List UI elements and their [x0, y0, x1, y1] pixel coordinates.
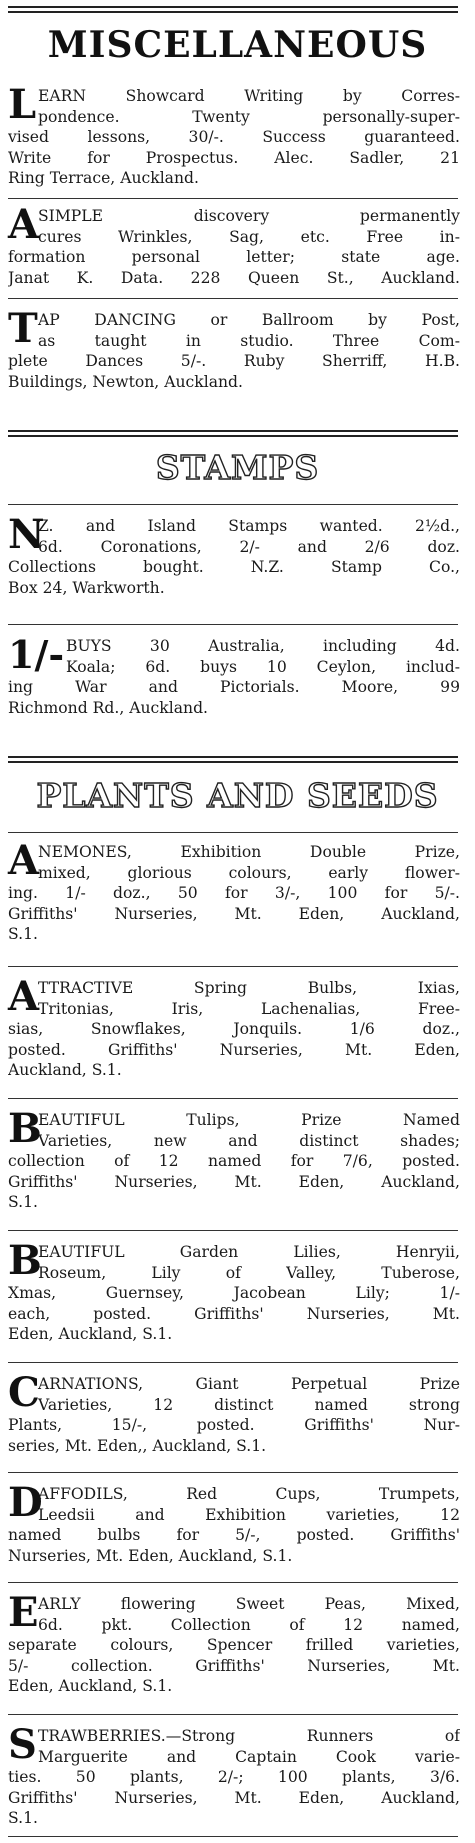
- ad-line: 6d. pkt. Collection of 12 named,: [38, 1615, 460, 1634]
- ad-line: Griffiths' Nurseries, Mt. Eden, Auckland,: [8, 904, 460, 923]
- ad-line: Collections bought. N.Z. Stamp Co.,: [8, 558, 460, 576]
- section-heading-miscellaneous: MISCELLANEOUS: [47, 24, 428, 66]
- drop-cap: N: [8, 511, 45, 558]
- ad-line: Box 24, Warkworth.: [8, 578, 165, 597]
- ad-beautiful-lilies: [8, 1237, 460, 1345]
- ad-line: EAUTIFUL Tulips, Prize Named: [38, 1111, 460, 1129]
- ad-line: TTRACTIVE Spring Bulbs, Ixias,: [38, 979, 460, 997]
- divider: [8, 298, 458, 299]
- section-heading-plants-and-seeds: PLANTS AND SEEDS: [36, 776, 439, 815]
- drop-cap: A: [8, 837, 40, 884]
- ad-line: Plants, 15/-, posted. Griffiths' Nur-: [8, 1416, 460, 1434]
- section-heading-stamps: STAMPS: [155, 448, 320, 487]
- ad-line: NEMONES, Exhibition Double Prize,: [38, 843, 460, 861]
- divider: [8, 1472, 458, 1473]
- divider: [8, 624, 458, 625]
- ad-line: Tritonias, Iris, Lachenalias, Free-: [38, 999, 460, 1018]
- ad-line: Leedsii and Exhibition varieties, 12: [38, 1505, 460, 1524]
- ad-line: 5/- collection. Griffiths' Nurseries, Mt.: [8, 1656, 460, 1675]
- ad-learn-showcard: [8, 81, 460, 189]
- ad-line: TRAWBERRIES.—Strong Runners of: [38, 1727, 460, 1745]
- drop-cap: A: [8, 201, 40, 248]
- divider: [8, 504, 458, 505]
- divider: [8, 1582, 458, 1583]
- ad-line: ing War and Pictorials. Moore, 99: [8, 678, 460, 696]
- ad-line: BUYS 30 Australia, including 4d.: [66, 637, 460, 655]
- ad-line: AFFODILS, Red Cups, Trumpets,: [38, 1485, 460, 1503]
- ad-line: posted. Griffiths' Nurseries, Mt. Eden,: [8, 1040, 460, 1059]
- ad-line: Janat K. Data. 228 Queen St., Auckland.: [8, 268, 460, 287]
- ad-line: ARNATIONS, Giant Perpetual Prize: [38, 1375, 460, 1393]
- ad-tap-dancing: [8, 305, 460, 392]
- ad-beautiful-tulips: [8, 1105, 460, 1213]
- drop-cap: S: [8, 1721, 37, 1768]
- ad-line: AP DANCING or Ballroom by Post,: [38, 311, 460, 329]
- ad-line: named bulbs for 5/-, posted. Griffiths': [8, 1526, 460, 1544]
- ad-line: S.1.: [8, 1809, 38, 1827]
- ad-line: Varieties, 12 distinct named strong: [38, 1395, 460, 1414]
- bottom-rule: [8, 1836, 458, 1837]
- drop-cap: L: [8, 81, 37, 128]
- ad-nz-stamps: [8, 511, 460, 598]
- ad-line: collection of 12 named for 7/6, posted.: [8, 1152, 460, 1170]
- ad-line: formation personal letter; state age.: [8, 248, 460, 266]
- ad-carnations: [8, 1369, 460, 1456]
- ad-simple-discovery: [8, 201, 460, 288]
- ad-line: ing. 1/- doz., 50 for 3/-, 100 for 5/-.: [8, 884, 460, 902]
- divider: [8, 832, 458, 833]
- ad-line: Nurseries, Mt. Eden, Auckland, S.1.: [8, 1546, 293, 1565]
- ad-line: Auckland, S.1.: [8, 1061, 122, 1079]
- ad-line: pondence. Twenty personally-super-: [38, 107, 460, 126]
- divider: [8, 1098, 458, 1099]
- ad-line: Ring Terrace, Auckland.: [8, 169, 199, 187]
- ad-line: EARN Showcard Writing by Corres-: [38, 87, 460, 105]
- drop-cap: A: [8, 973, 40, 1020]
- ad-line: S.1.: [8, 925, 38, 943]
- ad-line: Buildings, Newton, Auckland.: [8, 372, 243, 391]
- ad-line: cures Wrinkles, Sag, etc. Free in-: [38, 227, 460, 246]
- ad-line: each, posted. Griffiths' Nurseries, Mt.: [8, 1304, 460, 1323]
- ad-strawberries: [8, 1721, 460, 1829]
- ad-line: as taught in studio. Three Com-: [38, 331, 460, 350]
- ad-line: Eden, Auckland, S.1.: [8, 1677, 173, 1695]
- ad-anemones: [8, 837, 460, 945]
- ad-line: Griffiths' Nurseries, Mt. Eden, Auckland,: [8, 1788, 460, 1807]
- ad-line: mixed, glorious colours, early flower-: [38, 863, 460, 882]
- ad-line: ARLY flowering Sweet Peas, Mixed,: [38, 1595, 460, 1613]
- drop-cap: B: [8, 1237, 42, 1284]
- ad-line: separate colours, Spencer frilled varieties,: [8, 1636, 460, 1654]
- ad-early-sweet-peas: [8, 1589, 460, 1697]
- divider: [8, 966, 458, 967]
- ad-attractive-bulbs: [8, 973, 460, 1081]
- ad-line: Xmas, Guernsey, Jacobean Lily; 1/-: [8, 1284, 460, 1302]
- ad-line: series, Mt. Eden,, Auckland, S.1.: [8, 1436, 267, 1455]
- ad-daffodils: [8, 1479, 460, 1566]
- drop-cap: C: [8, 1369, 40, 1416]
- ad-line: Eden, Auckland, S.1.: [8, 1325, 173, 1343]
- section-rule: [8, 756, 458, 763]
- ad-line: Marguerite and Captain Cook varie-: [38, 1747, 460, 1766]
- top-rule: [8, 6, 458, 13]
- ad-line: EAUTIFUL Garden Lilies, Henryii,: [38, 1243, 460, 1261]
- ad-line: 6d. Coronations, 2/- and 2/6 doz.: [38, 537, 460, 556]
- ad-line: Z. and Island Stamps wanted. 2½d.,: [38, 517, 460, 535]
- ad-line: Griffiths' Nurseries, Mt. Eden, Auckland,: [8, 1172, 460, 1191]
- ad-buys-australia: [8, 632, 460, 718]
- drop-cap: 1/-: [8, 632, 65, 677]
- drop-cap: E: [8, 1589, 39, 1636]
- ad-line: SIMPLE discovery permanently: [38, 207, 460, 225]
- divider: [8, 198, 458, 199]
- drop-cap: D: [8, 1479, 43, 1526]
- ad-line: Roseum, Lily of Valley, Tuberose,: [38, 1263, 460, 1282]
- ad-line: plete Dances 5/-. Ruby Sherriff, H.B.: [8, 352, 460, 370]
- section-rule: [8, 430, 458, 437]
- ad-line: ties. 50 plants, 2/-; 100 plants, 3/6.: [8, 1768, 460, 1786]
- ad-line: Koala; 6d. buys 10 Ceylon, includ-: [66, 657, 460, 676]
- ad-line: Varieties, new and distinct shades;: [38, 1131, 460, 1150]
- ad-line: Write for Prospectus. Alec. Sadler, 21: [8, 148, 460, 167]
- ad-line: S.1.: [8, 1193, 38, 1211]
- ad-line: Richmond Rd., Auckland.: [8, 698, 209, 717]
- ad-line: vised lessons, 30/-. Success guaranteed.: [8, 128, 460, 146]
- ad-line: sias, Snowflakes, Jonquils. 1/6 doz.,: [8, 1020, 460, 1038]
- divider: [8, 1714, 458, 1715]
- drop-cap: T: [8, 305, 38, 352]
- divider: [8, 1362, 458, 1363]
- divider: [8, 1230, 458, 1231]
- drop-cap: B: [8, 1105, 42, 1152]
